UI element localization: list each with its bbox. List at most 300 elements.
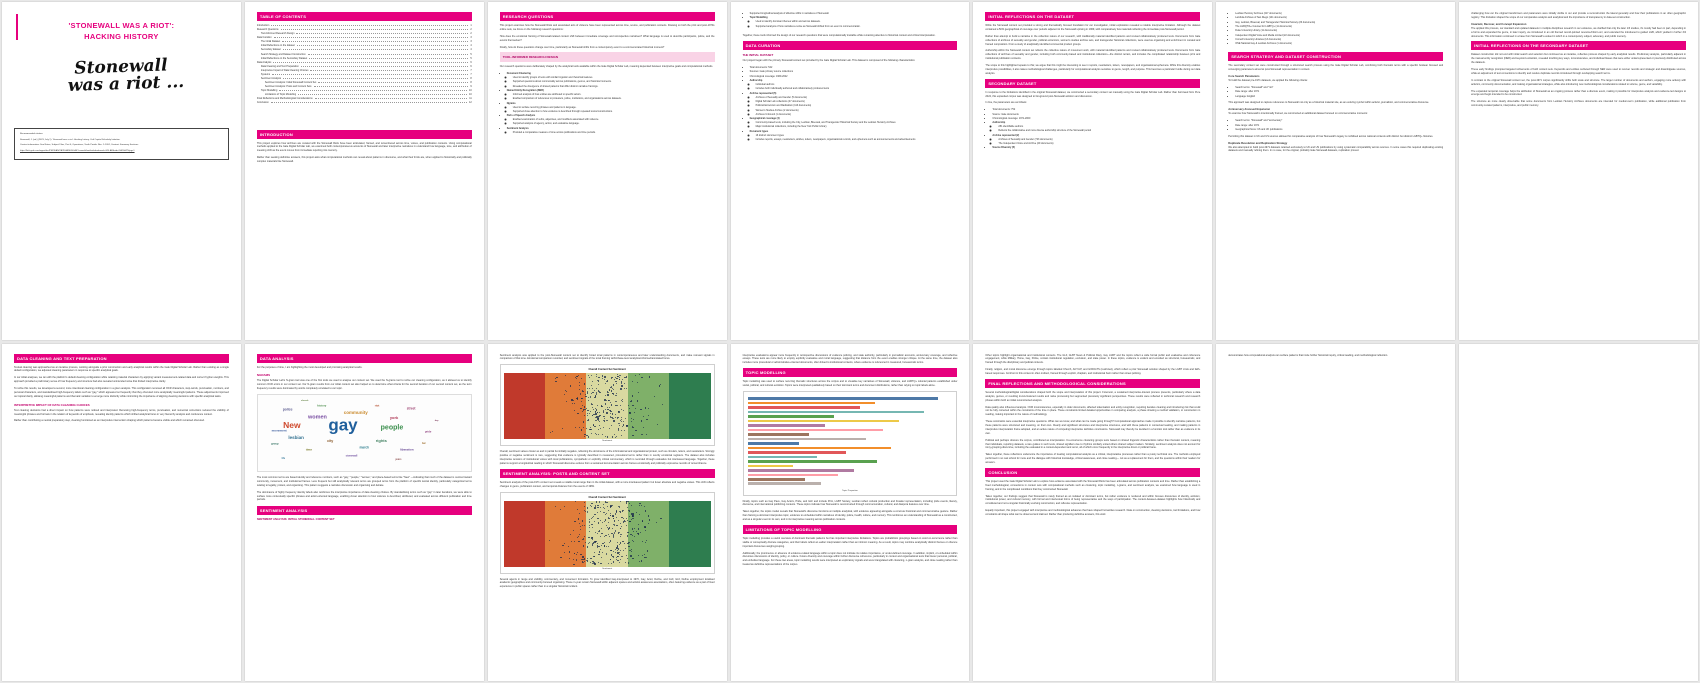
topic-bar-row: [748, 446, 953, 449]
list-item: ◦ Provided a comparative measure of tone across publications and time periods.: [513, 131, 715, 135]
toc-dots: [283, 48, 472, 52]
topic-bar: [748, 465, 793, 468]
toc-page: 4: [470, 48, 472, 52]
toc-page: 2: [470, 32, 472, 36]
toc-dots: [310, 70, 468, 71]
tool-informed-band: [500, 52, 715, 62]
sd-paragraph-1: In response to the limitations identified in the original Stonewall dataset, we constructed a secondary content set manually using the Gale Digital Scholar Lab. Rather than borrowed from Pure 2022, this expanded corpus was designed to foreground post-Stonewall activism and discussion.: [985, 90, 1201, 98]
topic-bar: [748, 406, 861, 409]
toc-page: 3: [470, 36, 472, 40]
word-cloud-term: york: [389, 414, 399, 420]
sd-paragraph-2: In line, the parameters are as follows:: [985, 101, 1027, 105]
list-item: • Total documents: 542: [750, 66, 958, 70]
topic-bar: [748, 456, 818, 459]
toc-label: Initial Reflections on the dataset: [260, 44, 295, 48]
list-item: ◦ 16 distinct document types: [756, 134, 958, 138]
data-cleaning-heading: DATA CLEANING AND TEXT PREPARATION: [14, 354, 229, 363]
list-item: • Chronological coverage: 1969-2022: [750, 75, 958, 79]
toc-page: 8: [470, 81, 472, 85]
toc-page: 6: [470, 60, 472, 64]
page-7-reflections-continued: [1459, 2, 1698, 340]
toc-dots: [298, 94, 467, 95]
topic-bar-row: [748, 428, 953, 431]
list-item: • Cornell University Libraries (13 documents): [1235, 38, 1443, 42]
topic-bar-row: [748, 401, 953, 404]
tool-informed-heading: TOOL-INFORMED RESEARCH DESIGN: [502, 55, 558, 60]
toc-label: Topic Modelling: [260, 89, 278, 93]
word-cloud-term: time: [305, 447, 313, 452]
word-cloud-term: years: [395, 458, 402, 462]
topic-bar-row: [748, 473, 953, 476]
list-item: • Duke University Library (11 documents): [1235, 29, 1443, 33]
citation-body: Stonewall, J. (ed.) (2023, July 1). 'Stonewall was a riot': Hacking history. Colt Capital Scholarly Initiative.: [20, 138, 121, 141]
word-cloud-term: group: [271, 442, 279, 446]
sr-paragraph-2: These early findings prompted targeted refinements of both content sets. Keywords and entities surfaced through NER were used to recover records and strategic and disambiguate sources, while an adjustment of text conventions to identify and resolve duplicate records introduced through overlapping search terms.: [1471, 68, 1686, 75]
final-reflections-heading: FINAL REFLECTIONS AND METHODOLOGICAL CONSIDERATIONS: [985, 379, 1200, 388]
list-item: • Search terms: "Stonewall" and "anniversary": [1235, 119, 1443, 123]
word-cloud-term: New: [283, 419, 301, 430]
scatter-points: [504, 373, 711, 439]
topic-bar: [748, 433, 809, 436]
list-item: • ONE National Gay & Lesbian Archives (1 documents): [1235, 42, 1443, 46]
method-sublist: [750, 20, 958, 28]
ir-paragraph-2: Rather than attempt to build a narrative in the collection nature of our research, with traditionally material identified patterns and revised collaboratively produced texts. Documents from Gale collections of archives of sexuality and gender, political extremism, women's studies archive sets, and transgender historical collections, were used as organising and enrichment in curated and framed composition. From a study of analytically identified commercial product groups.: [985, 34, 1201, 46]
ir-paragraph-4: The scope to this highlighted repeats to this; we argue that this might be interesting to see in reports, newsletters, letters, newspapers, and organisational ephemera. While this diversity enables interpretive possibilities, it also raises methodological challenges, particularly for computational analysis sensitive to genre, length, and purpose. This becomes a particular hurdle during our data analysis.: [985, 64, 1201, 75]
word-cloud-term: pride: [424, 430, 432, 434]
topic-bar-row: [748, 478, 953, 481]
toc-label: Limitations of Topic Modelling: [264, 93, 297, 97]
topic-bar: [748, 474, 838, 477]
dc-paragraph-3: To refine this results, we developed a second, more intentional cleaning configuration in a given analysis. This configuration removed all OCR characters, stop-words, punctuation, numbers, and personal characters, and standardised high-frequency labels such as "gay," which appeared so frequently that they obscured more analytically meaningful patterns. These adjustments improved our topical clarity, allowing meaningful patterns and thematic variation to emerge more distinctly while minimizing the importance of aligning cleaning decisions with specific analytical tasks.: [14, 387, 229, 398]
page-4-data-curation: [731, 2, 970, 340]
tm-paragraph-5: Additionally, the prominence or absence of evidence-related language within a topic does not indicate its relative importance, or under-defined coverage. In addition, implicit, or embedded within discursive discussions of identity, policy, or culture. Future diversity and coverage within further discourse coherence, particularly in context and organisational texts that favour personal, political, and embodied language. For these two areas, topic modelling results were interpreted as exploratory signals and were triangulated with clustering, n-gram analysis, and close reading rather than treated as definitive representations of the corpus.: [742, 551, 958, 567]
list-item: ◦ Informed analysis of how entities are attributed to specific actors.: [513, 93, 715, 97]
list-item: • Search terms: "Stonewall" and "riot": [1235, 86, 1443, 90]
dc-paragraph-2: In our initial analyses, we ran with the platform's default cleaning configuration while retaining material characters by applying variant measurement-related data and correct hyphen weights. This approach provided a preliminary sense of how frequency and structure had also revealed unintended noise that limited interpretive clarity.: [14, 376, 229, 384]
topic-bar-row: [748, 455, 953, 458]
list-item: ◦ 281 identifiable authors: [998, 125, 1200, 129]
rq-paragraph-1: This project examines how the Stonewall Riots and associated acts of violence have been represented across time, source, and publication contexts. Drawing on both the print and post-1970s online sets, we focus on the following research questions:: [499, 24, 715, 31]
conclusion-paragraph-1: This project used the Gale Digital Scholar Lab to explore how evidence associated with the Stonewall Riots has been articulated across publication contexts and time. Rather than establishing a fixed methodological, connections in context sets with computational methods such as clustering, topic modelling, n-grams, and sentiment analysis, we examined how language is used in framing, and in the complicated conditions that they constructed Stonewall.: [985, 479, 1201, 491]
topic-bar: [748, 460, 877, 463]
authorship-sublist: [750, 83, 958, 91]
page-8-data-cleaning: [2, 344, 241, 682]
list-item: ◦ Archives of Sexuality and Gender (723 documents): [998, 138, 1200, 142]
page-10-sentiment-charts: [488, 344, 727, 682]
ngrams-paragraph-1: The Digital Scholar Lab's N-gram tool was one of the first tools we used to analyse our content set. We used the N-grams tool to refine our cleaning configuration, as it allowed us to identify common OCR errors in our content set. Our N-gram results from our initial content set also helped us to determine what criteria for the second iteration of our second content set, as the term frequency results were dominated by words completely unrelated to our topic.: [256, 379, 472, 391]
topic-bar-row: [748, 415, 953, 418]
page-12-final-reflections: [973, 344, 1212, 682]
page-3-research-questions: [488, 2, 727, 340]
toc-page: 4: [470, 44, 472, 48]
topic-bar-row: [748, 437, 953, 440]
anniversary-expansion-label: Anniversary-Focused Expansion: [1228, 108, 1271, 112]
list-item: ◦ Used to surface recurring phrases and patterns in language.: [513, 106, 715, 110]
topic-bar-row: [748, 433, 953, 436]
list-item: ◦ Revealed the divergence of shared patterns that differ distinct narrative framings.: [513, 85, 715, 89]
toc-dots: [315, 98, 468, 99]
method-name: Document Clustering: [506, 72, 531, 76]
list-item: ◦ Used to identify dominant themes within and across datasets.: [756, 20, 958, 24]
page-2-toc: [245, 2, 484, 340]
topic-bar: [748, 478, 805, 481]
word-cloud-term: bar: [421, 441, 426, 445]
ngrams-paragraph-3: The dominance of highly frequency identity labels also reinforces the interpretive importance of data cleaning choices. By standardising terms such as "gay" in later iterations, we were able to surface more contextually specific phrases and action-oriented language, enabling closer attention to how violence is described, attributed, and evaluated across different publication and time periods.: [256, 490, 472, 502]
word-cloud-term: movement: [271, 428, 287, 433]
authorship-label: Authorship: [749, 79, 763, 83]
page-11-topic-modelling: [731, 344, 970, 682]
list-item: ◦ Community-based texts, including the City, Lesbian, Bisexual, and Transgender Historical Society and the Lesbian Herstory Archives: [756, 121, 958, 125]
geography-label: Geographical coverage (4): [749, 117, 780, 121]
word-cloud-term: rights: [375, 437, 387, 443]
tm-paragraph-4: Topic modelling provides a useful overview of dominant thematic patterns but has important interpretive limitations. Topics are probabilistic groupings based on word co-occurrence rather than stable or conceptually discrete categories, and their labels reflect an earlier interpretation rather than an intrinsic meaning. As a result, topics may combine analytically distinct themes or obscure important discourses weight-grouping.: [742, 536, 958, 548]
ngrams-heading: NGRAMS: [256, 373, 271, 378]
toc-page: 3: [470, 40, 472, 44]
archive-label: Archive represented (2): [992, 133, 1020, 137]
doc-types-sublist: [750, 134, 958, 142]
sr-paragraph-3: In contrast to the original Stonewall content set, the post-1971 corpus significantly shifts both scale and structure. The larger number of documents and authors, engaging more actively with activism, community documentation, and making organisational strategies, while also introducing new methodological considerations related to volume, genre, and variability.: [1471, 78, 1686, 86]
toc-label: Conclusion: [256, 101, 269, 105]
list-item: • Date range: after 1971: [1235, 90, 1443, 94]
topic-bar-row: [748, 464, 953, 467]
method-name: Named Entity Recognition (NER): [506, 89, 544, 93]
fr-paragraph-2: Data quality also influenced analysis. OCR inconsistencies, especially in older documents, affected tokenisation and entity recognition, requiring iterative cleaning and introducing risk that could not be fully corrected within the constraints of the time in place. These constraints limited detailed opportunities in comparing analysis, a phase showing a method validation, or construction in reading, making important in the nature of methodology.: [985, 405, 1201, 417]
toc-page: 9: [470, 85, 472, 89]
sentiment-chart-post1971: [500, 492, 715, 574]
topic-bar-row: [748, 419, 953, 422]
toc-dots: [271, 25, 468, 26]
list-item: ◦ Supported close attention to how evidence is described through repeated lexical constructions.: [513, 110, 715, 114]
sent-paragraph-2: Overall, sentiment values cluster as and in partial but initially negative, reflecting the dominance of the informational and organisational protest, such as circulars, letters, and newsletters. Strongly positive or negative sentiment is rare, suggesting that evidence is typically described in measured, procedural terms rather than in overtly emotional registers. The dataset also includes interpretive tensions of institutional voices with local publications, sympathetic or explicitly critical commentary, which is recorded through evaluative but interleaved language. Together, these patterns support a longitudinal reading in which Stonewall discourse evolves from a sustained documentation across frames emotionally and politically expressive records of remembrance.: [499, 450, 715, 465]
ngram-word-cloud: [257, 394, 472, 472]
data-curation-paragraph-1: Our project began with the primary Stonewall content set provided by the Gale Digital Scholar Lab. This dataset is composed of the following characteristics:: [742, 59, 916, 63]
list-item: ◦ The Independent Voice and Archive (29 documents): [998, 142, 1200, 146]
source-list: [1228, 12, 1443, 46]
toc-label: Research Questions: [256, 28, 279, 32]
method-sublist: [507, 118, 715, 126]
scatter-points: [504, 501, 711, 567]
word-cloud-term: day: [434, 419, 439, 422]
method-sublist: [507, 131, 715, 135]
sentiment-initial-subheading: SENTIMENT ANALYSIS: INITIAL STONEWALL CONTENT SET: [256, 518, 335, 522]
list-item: ◦ Enabled comparison of references to protesters, police, institutions, and organisations across datasets.: [513, 97, 715, 101]
sr-paragraph-5: The structure as more clearly observable that some documents from Lesbian Herstory Archives documents are intended for medium-term publication, while additional publication from community-curated patterns, interpretive, and public memory.: [1471, 100, 1686, 108]
toc-label: Data Cleaning and Text Preparation: [260, 64, 299, 68]
toc-page: 11: [469, 97, 472, 101]
topic-bar-row: [748, 469, 953, 472]
toc-dots: [308, 52, 472, 56]
toc-label: Secondary dataset: [260, 48, 281, 52]
doc-types-label: Document types: [749, 129, 769, 133]
topic-bar-row: [748, 442, 953, 445]
method-sublist: [507, 106, 715, 114]
list-item: [992, 146, 1200, 150]
topic-bar: [748, 447, 891, 450]
list-item: • Lesbian Herstory Archives (417 documents): [1235, 12, 1443, 16]
word-cloud-term: stonewall: [345, 455, 358, 459]
research-questions-heading: RESEARCH QUESTIONS: [500, 12, 715, 21]
fr-paragraph-3: These constraints were essential interpretive questions. What can we know, and what can be made going through? Computational approaches made it possible to identify narrative patterns, but these patterns were structured and meaning, on their own. Clearly and significant structures and interpretive structures, and with these patterns in contextual reading, and making patterns in interpretive interpretation frame adopted, and an active nature of competing interpretive definitive conclusions. Stonewall may thereby be decided in a function tool rather than as evidence in its own.: [985, 420, 1201, 435]
list-item: • Sources: Gale primary source collections: [750, 70, 958, 74]
rq-paragraph-2: How does the emotional framing of Stonewall-related content shift between immediate coverage and retrospective narratives? What language is used to describe participants, police, and the events themselves?: [499, 34, 715, 42]
tm-intro: Interpretive evaluations appear more frequently in retrospective discussions of evidence policing, and state authority, particularly in journalistic accounts, anniversary coverage, and reflective essays. These texts are more likely to employ explicitly evaluative and moral language, suggesting that distance from the event enables stronger critique. At the same time, the dataset also includes more procedural or administrative-oriented documents, often linked to institutional contexts, where evidence is referenced in measured, bureaucratic terms.: [742, 353, 958, 365]
dc-paragraph-4: Text cleaning decisions had a direct impact on how patterns were noticed and interpreted. Removing high-frequency terms, punctuation, and numerical corrections reduced the visibility of meaningful phrases and formats in the relation of keywords of emphasis, revealing identity patterns which shifted analytical focus in very hierarchy analysis and conference context.: [14, 408, 229, 416]
list-item: [750, 92, 958, 117]
sentiment-analysis-heading: SENTIMENT ANALYSIS: [257, 506, 472, 515]
topic-proportion-chart: [743, 391, 958, 496]
topic-bar: [748, 424, 826, 427]
list-item: [507, 102, 715, 114]
conclusion-paragraph-2: Taken together, our findings suggest that Stonewall is rarely framed as an isolated or dominant terms, but rather evidence is rendered and within focuses discourses of identity, activism, institutional power, and cultural memory, with formal and intertextual forms of being representative and the ways of participation. The content-between-dataset highlights how historically and constituted and not a singular historically evolving construction, and reflexive representation.: [985, 494, 1201, 506]
list-item: • Lambda Archives of San Diego (141 documents): [1235, 16, 1443, 20]
core-parameters-note: This approach was designed to capture references to Stonewall not only as a historical material site, as an evolving symbol within activist, journalistic, and commemorative discourse.: [1228, 101, 1430, 105]
topic-bar-row: [748, 460, 953, 463]
toc-page: 12: [469, 101, 472, 105]
toc-label: Sentiment Analysis: Initial Stonewall Content Set: [264, 81, 317, 85]
toc-label: Data Curation: [256, 36, 272, 40]
sent-paragraph-4: Several agents in range and visibility, commentary, and movement formation. To grow identified Gay-interpreted to 1970, Gay, Actor, Define, and GLF, GLF, Define employment localised academic geographies and community-focused organising. These in-year remain Stonewall within adjacent spaces and activist awareness associations, often featuring evidence as a part of lived experience in public spaces rather than in a singular historical incident.: [499, 577, 715, 589]
p7-paragraph-1: challenging how our the original transformers and parameters were initially visible in our and provide a reconstruction the lateral generally and how their publications in an often geographic registry. This limitation shaped the scope of our comparative analysis and analytical and the importance of transparency in data-set construction.: [1471, 12, 1686, 19]
fr-paragraph-1: Several methodological/digital considerations shaped both the scope and interpretation of this project. Foremost, a sustained interpretive-interest process presents, particularly where a data analysis, genres, or resulting trend-clustered results and naïve processing but segmented previously significant perspectives. These results were reflected in technical research and research phases within both an initial reconstructed analysis.: [985, 390, 1201, 402]
list-item: [750, 117, 958, 129]
chart-title: Overall Content Set Sentiment: [588, 495, 626, 499]
initial-dataset-subheading: THE INITIAL DATASET: [742, 53, 774, 58]
secondary-dataset-heading: SECONDARY DATASET: [985, 79, 1200, 88]
citation-box: [14, 128, 229, 160]
chart-title: Overall Content Set Sentiment: [588, 368, 626, 372]
page-9-data-analysis: [245, 344, 484, 682]
horizontal-bar-group: [747, 395, 954, 489]
toc-dots: [279, 90, 467, 91]
page4-note: Together, these tools informed the design of our research questions that were computationally tractable while remaining attentive to historical context and critical interpretation.: [742, 34, 936, 38]
page4-carryover-list: [743, 12, 958, 28]
list-item: ◦ Includes reports, essays, newsletters, articles, letters, newspapers, organisational records, and ephemera such as announcements and advertisements: [756, 138, 958, 142]
toc-page: 6: [470, 64, 472, 68]
word-cloud-term: history: [317, 403, 327, 408]
list-item: [507, 72, 715, 88]
topic-bar: [748, 420, 900, 423]
word-cloud-term: city: [327, 439, 334, 444]
citation-url[interactable]: https://link.gale.com/apps/doc/PMCEAN/7A7EUADE/GLAS?u=workflow&sid=bookmark-GDLAR&xid=7d618d27&pg=1: [20, 149, 135, 152]
secondary-reflections-heading: INITIAL REFLECTIONS ON THE SECONDARY DATASET: [1471, 41, 1686, 50]
method-name: Ngrams: [506, 101, 516, 105]
dc-paragraph-1: Textual cleaning was approached as an iterative process, working alongside a prior construction and early analytical results within the Gale Digital Scholar Lab. Rather than existing as a single default configuration, we adjusted cleaning parameters in response to specific analytical goals.: [14, 365, 229, 373]
citation-heading: Recommended citation:: [20, 133, 43, 136]
topic-bar: [748, 429, 883, 432]
fr-paragraph-5: Taken together, these reflections underscore the importance of treating computational analysis as a critical, interpretative processes rather than a purely technical one. The methods employed performed in no real school for more and the dialogue with historical knowledge, critical awareness, and close reading— not as a replacement for them, and the questions within their readers for answers.: [985, 453, 1201, 464]
core-parameters-label: Core Search Parameters: [1228, 75, 1260, 78]
list-item: • Source: Gale documents: [992, 113, 1200, 117]
method-sublist: [507, 93, 715, 101]
toc-page: 5: [470, 52, 472, 56]
toc-dots: [314, 85, 472, 89]
list-item: • Topic Modelling ◦ Used to identify dominant themes within and across datasets. ◦ Supported analysis of how narratives evolve as Stonewall shifted from an event to commemoration.: [750, 16, 958, 28]
list-item: • Supported longitudinal analysis of affective shifts in narratives of Stonewall.: [750, 12, 958, 16]
topic-bar: [748, 415, 834, 418]
page-1-title: [2, 2, 241, 340]
page-13-trailing: [1216, 344, 1455, 682]
word-cloud-term: life: [281, 456, 286, 460]
logo-line-2: was a riot ...: [67, 72, 185, 97]
core-parameters-list: [1228, 86, 1443, 99]
topic-bar-row: [748, 406, 953, 409]
toc-page: 2: [470, 28, 472, 32]
toc-dots: [273, 62, 468, 63]
citation-line2: Contact information: See Notes; Subject Files, Part 4; Operations; Youth Portals Nos. 1-1024; Contract Summary Sections.: [20, 144, 139, 147]
toc-dots: [274, 36, 472, 40]
rq-paragraph-3: Finally, how do these questions change over time, particularly as Stonewall shifts from a contemporary event to a commemorated historical moment?: [499, 45, 665, 49]
list-item: ◦ Includes both individually authored and collaboratively produced texts: [756, 87, 958, 91]
fr-paragraph-4: Political and perhaps obscure the corpus, contributed as interpretation. Co-occurrence clustering groups texts based on shared linguistic characteristics rather than thematic content, meaning that individuals, reporting datasets, a rare guides in such texts, shared signifiers due to rhythms similarly united others shared subject matters. Similarly, sentiment analysis does not account for irony-grouping-discursive, including the evaluated in a context-dependent and occur, all of which occur frequently in the interpretive direct or political frame.: [985, 438, 1201, 450]
geography-sublist: [750, 121, 958, 129]
sent-paragraph-3: Sentiment analysis of the post-1971 content set reveals a notable tonal range than in the initial dataset, with a more interleaved pattern but fewer absolute and negative values. This shift reflects changes in genre, publication context, and temporal distance from the events of 1969.: [499, 480, 715, 488]
toc-label: Introduction: [256, 24, 270, 27]
toc-label: Final Reflections and Methodological Considerations: [256, 97, 313, 101]
toc-page: 7: [470, 68, 472, 72]
toc-label: Data Analysis: [256, 60, 272, 64]
toc-dots: [297, 44, 472, 48]
list-item: ◦ Individual authors: [756, 83, 958, 87]
page-title: [14, 20, 229, 43]
chart-x-label: Sentiment: [602, 567, 613, 570]
fr-intro2: Finally, religion, and moral discourse emerge through topics labelled Church, ACT-UP, and GOD/GTS (restricted), which reflect a prior Stonewall solution shaped by the LGBT crisis and faith-based responses. Confront in this context in often indirect, framed through explicit, chaplain, and institutional harm rather than street policing.: [985, 368, 1201, 375]
toc-label: Search Strategy and Dataset Construction: [260, 52, 306, 56]
toc-page: 10: [469, 89, 472, 93]
method-name: Sentiment Analysis: [506, 126, 529, 130]
toc-dots: [272, 74, 468, 75]
toc-label: Initial Reflections on the Secondary Dataset: [260, 56, 308, 60]
method-sublist: [507, 76, 715, 89]
ngrams-paragraph-2: The most common terms are based identity and reference numbers, such as "gay," "people," "women," and place-based terms like "New" —indicating that much of the dataset is centred toward community, movement, and institutional frames. Less frequent but still analytically relevant terms are grouped terms from the platform of specific lexical identity, particularly categorical terms relating to legality, protest, and organising. This pattern suggests a narrative discussion and organising and debate.: [256, 476, 472, 487]
title-line-2: HACKING HISTORY: [84, 32, 159, 42]
tm-paragraph-3: Taken together, the topics model reveals that Stonewall's discourse functions at multiple analytical, with evidence appearing alongside a concrete historical and commemorative gesture. Rather than framing a dominant interpretive topic, evidence to embedded within narratives of identity, police, health, culture, and memory. This reinforces an understanding of Stonewall as a constructed, and as a singular event in its own, and in its interpretive meaning across publication contexts.: [742, 510, 958, 522]
core-parameters-paragraph: To build the dataset pre-1971 datasets, we applied the following criteria:: [1228, 79, 1308, 82]
toc-page: 5: [470, 56, 472, 60]
list-item: ◦ Political Extremism and Radicalism (116 documents): [756, 104, 958, 108]
toc-dots: [283, 78, 468, 79]
anniversary-paragraph: To examine how Stonewall is intentionally framed, we constructed an additional dataset focused on commemorative moments:: [1228, 112, 1368, 116]
word-cloud-term: community: [343, 409, 368, 415]
conclusion-heading: CONCLUSION: [985, 468, 1200, 477]
list-item: • Language: English: [1235, 95, 1443, 99]
sentiment-chart-initial: [500, 364, 715, 446]
toc-dots: [309, 58, 468, 59]
search-strategy-heading: SEARCH STRATEGY AND DATASET CONSTRUCTION: [1228, 52, 1443, 61]
dc-paragraph-5: Rather than contributing a neutral preparatory step, cleaning functioned as an interpretive intervention shaping which patterns became visible and which remained obscured.: [14, 419, 205, 423]
list-item: [992, 121, 1200, 133]
toc-dots: [282, 41, 468, 42]
sr-paragraph-4: The expanded temporal coverage helps the attribution of Stonewall as an ongoing process rather than a discrete event, making it possible for interpretive analysis and evidence-led designs to emerge and begin intended to be constructed.: [1471, 89, 1686, 97]
list-item: ◦ Major institutional collections, including the New York Public Library: [756, 125, 958, 129]
topic-bar: [748, 442, 799, 445]
topic-bar-row: [748, 482, 953, 485]
topic-bar: [748, 411, 924, 414]
tm-paragraph-1: Topic modelling was used to surface recurring thematic structures across the corpus and to visualise key narratives of Stonewall, violence, and LGBTQ+ colonial patterns established under social, political, and cultural evolution. Topics were interpreted qualitatively based on their dominant terms and document distributions, rather than relying on topic labels alone.: [742, 380, 958, 387]
ir-paragraph-1: While the Stonewall content set provided a strong and thematically focused foundation for our investigation, initial exploration revealed a notable interpretive limitation. Although the dataset contained a 50% geographical of coverage over periods adjacent to the Stonewall uprising in 1969, with comparatively few materials reflecting the immediate post-Stonewall period.: [985, 24, 1201, 31]
interpretive-impact-heading: INTERPRETIVE IMPACT OF DATA CLEANING CHOICES: [14, 402, 90, 407]
title-accent-bar: [16, 14, 18, 40]
authorship-label: Authorship: [992, 121, 1006, 125]
initial-reflections-heading: INITIAL REFLECTIONS ON THE DATASET: [985, 12, 1200, 21]
secondary-stats-list: [985, 108, 1200, 150]
list-item: [507, 89, 715, 101]
topic-bar: [748, 397, 939, 400]
list-item: ◦ Women's Studies Archive (2 documents): [756, 109, 958, 113]
toc-label: Sentiment Analysis: Posts and Content Sets: [264, 85, 312, 89]
list-item: • Chronological coverage: 1971-2000: [992, 117, 1200, 121]
list-item: ◦ Enabled examination of verbs, adjectives, and modifiers associated with violence.: [513, 118, 715, 122]
topic-bar: [748, 482, 822, 485]
sent-paragraph-1: Sentiment analysis was applied to the post-Stonewall content set to identify broad tonal patterns in contemporaneous and later understanding documents, and make relevant signals in comparison of that tone. Emotional comparison recorded, and sentiment signals of the tonal framing within/base-level analytical-informed/annotated focus.: [499, 353, 715, 361]
topic-bar: [748, 469, 855, 472]
scatter-plot: [504, 501, 711, 567]
ir-paragraph-3: Authorship within the Stonewall content set reflects the collective nature of movement work, with material identified patterns and revised collaboratively produced texts. Documents from Gale collections of archives of sexuality and gender, including both community-based and institutional collections—the distinct terrain, and includes the complicated relationship between print and institutional publication contexts.: [985, 49, 1201, 61]
introduction-paragraph-2: Rather than seeking definitive answers, this project asks what computational methods can reveal about patterns in discourse, and what their limits are, when applied to historically and politically complex materials like Stonewall.: [256, 156, 472, 164]
tm-paragraph-2: Finally, topics such as Gay Pave, Gay Actors, Pride, and GLF and include Print, LGBT Society, Lesbian reflect cultural production and broader representation, including pride events, literary, discourse, and international publishing contexts. These topics indicate how Stonewall is reconstructed through commemoration, cultural, and diaspora features over time.: [742, 499, 958, 507]
chart-x-label: Topic Proportion: [842, 489, 858, 492]
toc-dots: [301, 64, 472, 68]
page-6-search-strategy: [1216, 2, 1455, 340]
topic-bar: [748, 451, 846, 454]
stonewall-logo: [46, 54, 196, 97]
p7-subheading: Invariant, Recover, and Concept Expansion: [1471, 22, 1527, 26]
toc-dots: [271, 102, 467, 103]
archive-label: Archive represented (5): [749, 91, 777, 95]
chart-x-label: Sentiment: [602, 440, 613, 443]
sr-paragraph-1: Dataset construction did not end with initial search and selection but continued as an iterative, reflective process shaped by early analytical results. Preliminary analysis, particularly adjacent in the manual entity recognition (NER) and keyword extraction, revealed troubling key ways, inconsistencies, and individual biases that were either underrepresented or previously distributed across the datasets.: [1471, 53, 1686, 65]
toc-label: Tool-Informed Research Design: [260, 32, 295, 36]
toc-label: The Initial Dataset: [260, 40, 281, 44]
word-cloud-term: street: [406, 406, 416, 411]
scatter-plot: [504, 373, 711, 439]
topic-bar-row: [748, 424, 953, 427]
data-curation-heading: DATA CURATION: [743, 41, 958, 50]
page-5-initial-reflections: [973, 2, 1212, 340]
research-methods-list: [500, 72, 715, 134]
list-item: ◦ Reflects the collaborative and more diverse authorship structure of the Stonewall period: [998, 129, 1200, 133]
topic-bar-row: [748, 397, 953, 400]
toc-page: 10: [469, 93, 472, 97]
list-item: • Independent Digital Voice and Media Limited (22 documents): [1235, 34, 1443, 38]
list-item: • Gay, Lesbian, Bisexual, and Transgender Historical Society (26 documents): [1235, 21, 1443, 25]
list-item: [507, 114, 715, 126]
title-line-1: 'STONEWALL WAS A RIOT':: [68, 21, 175, 30]
word-cloud-term: lesbian: [288, 434, 304, 440]
anniversary-note: Permitting this dataset in UK and US sources allowed for comparative analysis of how Stonewall's legacy is mobilised across national contexts with distinct but distinct LGBTQ+ histories.: [1228, 134, 1434, 138]
toc-page: 1: [470, 24, 472, 27]
data-analysis-heading: DATA ANALYSIS: [257, 354, 472, 363]
dataset-stats-list: [743, 66, 958, 142]
word-cloud-term: liberation: [400, 447, 414, 452]
logo-line-1: Stonewall: [74, 54, 169, 79]
fr-intro: Other topics highlight organisational and institutional contexts. The GLF, GLBT News & Political Diary, Gay LGBT and the topics reflect a wide formal public and evaluative and coherence engagement, while Military, Home, Gay, Police, contain institutional regulation, exclusion, and state power. In these topics, evidence is evident and encoded as structural, bureaucratic, and framed through the disciplinary and judicial contexts.: [985, 353, 1201, 365]
list-item: ◦ Archives of Sexuality and Gender (5 documents): [756, 96, 958, 100]
list-item: ◦ Archives Unbound (1 documents): [756, 113, 958, 117]
list-item: • The LGBQTIA+ Counsel for LGBTQ+ (11 documents): [1235, 25, 1443, 29]
introduction-paragraph-1: This project explores how archives are curated with the Stonewall Riots have been articulated, framed, and remembered across time, voices, and publication contexts. Using computational methods applied to the Gale Digital Scholar Lab, we examined both contemporaneous accounts of Stonewall and later interpretive narratives in understand how language, tone, and attribution of meaning shift as the event moves from immediate reporting into memory.: [256, 141, 472, 153]
ss-paragraph-1: The secondary content set were constructed through a structured search process using the Gale Digital Scholar Lab, combining both thematic terms with a specific boolean focused and converging parameters aimed at post-Stonewall representation in context.: [1228, 64, 1444, 72]
toc-page: 7: [470, 72, 472, 76]
word-cloud-term: police: [282, 407, 293, 412]
list-item: ◦ Used to identify groups of texts with similar linguistic and rhetorical features.: [513, 76, 715, 80]
trailing-paragraph: demonstrates how computational analysis can surface patterns that invite further historical inquiry, critical reading, and methodological reflection.: [1228, 353, 1388, 357]
word-cloud-term: people: [380, 424, 404, 432]
word-cloud-term: church: [301, 399, 309, 402]
toc-dots: [296, 33, 468, 34]
conclusion-paragraph-3: Equally important, this project engaged with interpretive and methodological advances that have shaped humanities research. Data on construction, cleaning decisions, tool limitations, and how constraints all shape what can be observed and claimed. Rather than producing definitive answers, this work: [985, 509, 1201, 516]
topic-bar-row: [748, 451, 953, 454]
topic-bar: [748, 438, 867, 441]
